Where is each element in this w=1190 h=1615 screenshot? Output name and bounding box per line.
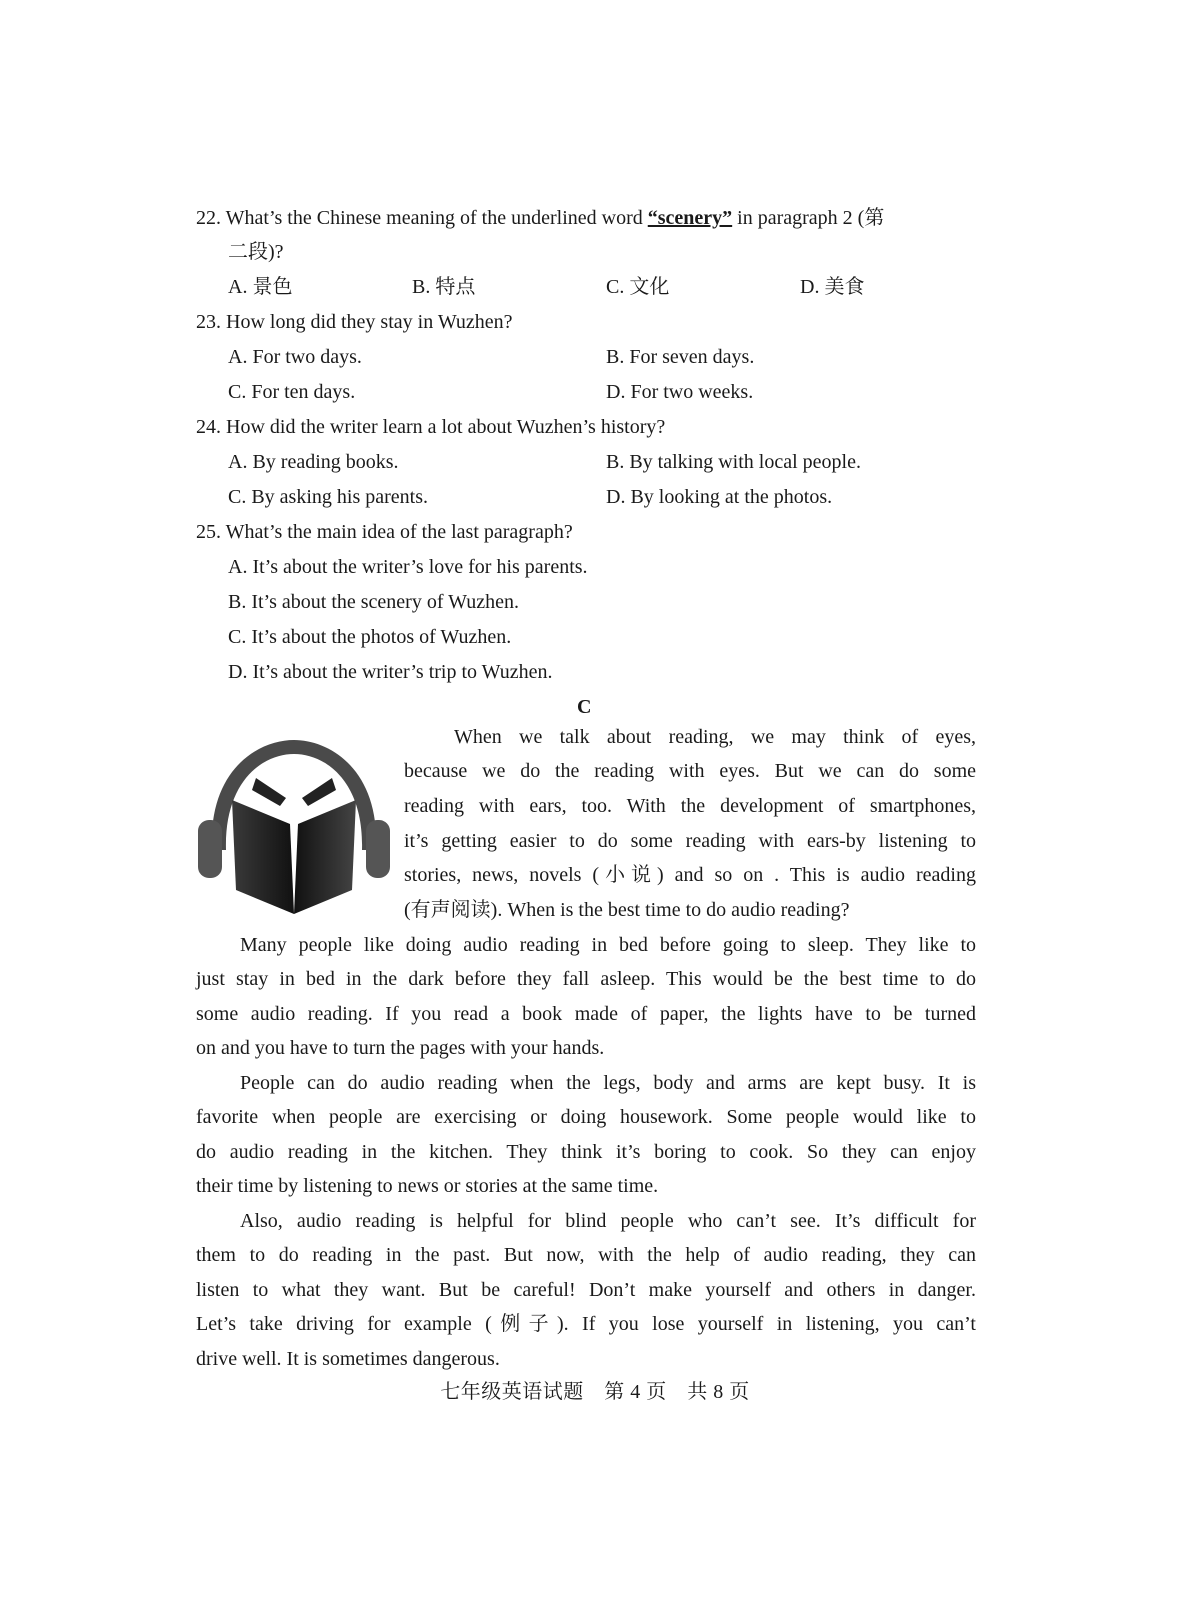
para4-line4: Let’s take driving for example (例子). If you lose yourself in listening, you can’t (196, 1313, 976, 1335)
para2-line1: Many people like doing audio reading in bed before going to sleep. They like to (240, 934, 976, 956)
page-footer: 七年级英语试题 第 4 页 共 8 页 (440, 1381, 750, 1403)
q22-option-c: C. 文化 (606, 276, 670, 298)
para1-line5: stories, news, novels (小说) and so on . This is audio reading (404, 864, 976, 886)
para2-line2: just stay in bed in the dark before they fall asleep. This would be the best time to do (196, 968, 976, 990)
underlined-word-scenery: “scenery” (647, 207, 733, 229)
para4-line1: Also, audio reading is helpful for blind people who can’t see. It’s difficult for (240, 1210, 976, 1232)
q25-option-b: B. It’s about the scenery of Wuzhen. (228, 591, 519, 613)
q25-option-d: D. It’s about the writer’s trip to Wuzhen. (228, 661, 553, 683)
question-23-stem: 23. How long did they stay in Wuzhen? (196, 311, 513, 333)
para3-line1: People can do audio reading when the legs, body and arms are kept busy. It is (240, 1072, 976, 1094)
q23-option-b: B. For seven days. (606, 346, 755, 368)
question-24-stem: 24. How did the writer learn a lot about Wuzhen’s history? (196, 416, 666, 438)
para1-line1: When we talk about reading, we may think of eyes, (454, 726, 976, 748)
para3-line2: favorite when people are exercising or doing housework. Some people would like to (196, 1106, 976, 1128)
q22-option-b: B. 特点 (412, 276, 476, 298)
para1-line3: reading with ears, too. With the development of smartphones, (404, 795, 976, 817)
para1-line4: it’s getting easier to do some reading with ears-by listening to (404, 830, 976, 852)
para1-line6: (有声阅读). When is the best time to do audio reading? (404, 899, 850, 921)
q23-option-d: D. For two weeks. (606, 381, 754, 403)
question-25-stem: 25. What’s the main idea of the last paragraph? (196, 521, 573, 543)
section-c-label: C (577, 696, 592, 718)
para2-line3: some audio reading. If you read a book made of paper, the lights have to be turned (196, 1003, 976, 1025)
q25-option-c: C. It’s about the photos of Wuzhen. (228, 626, 512, 648)
question-22-line2: 二段)? (228, 241, 284, 263)
q25-option-a: A. It’s about the writer’s love for his parents. (228, 556, 588, 578)
q24-option-d: D. By looking at the photos. (606, 486, 833, 508)
para2-line4: on and you have to turn the pages with your hands. (196, 1037, 605, 1059)
q23-option-c: C. For ten days. (228, 381, 356, 403)
q24-option-b: B. By talking with local people. (606, 451, 861, 473)
question-22-line1: 22. What’s the Chinese meaning of the underlined word “scenery” in paragraph 2 (第 (196, 207, 885, 229)
q22-option-d: D. 美食 (800, 276, 865, 298)
para4-line5: drive well. It is sometimes dangerous. (196, 1348, 500, 1370)
q22-option-a: A. 景色 (228, 276, 293, 298)
q24-option-c: C. By asking his parents. (228, 486, 428, 508)
headphones-book-icon (198, 740, 390, 920)
para3-line4: their time by listening to news or stories at the same time. (196, 1175, 659, 1197)
para4-line3: listen to what they want. But be careful! Don’t make yourself and others in danger. (196, 1279, 976, 1301)
para3-line3: do audio reading in the kitchen. They think it’s boring to cook. So they can enjoy (196, 1141, 976, 1163)
q24-option-a: A. By reading books. (228, 451, 399, 473)
para1-line2: because we do the reading with eyes. But we can do some (404, 760, 976, 782)
para4-line2: them to do reading in the past. But now, with the help of audio reading, they can (196, 1244, 976, 1266)
q23-option-a: A. For two days. (228, 346, 362, 368)
